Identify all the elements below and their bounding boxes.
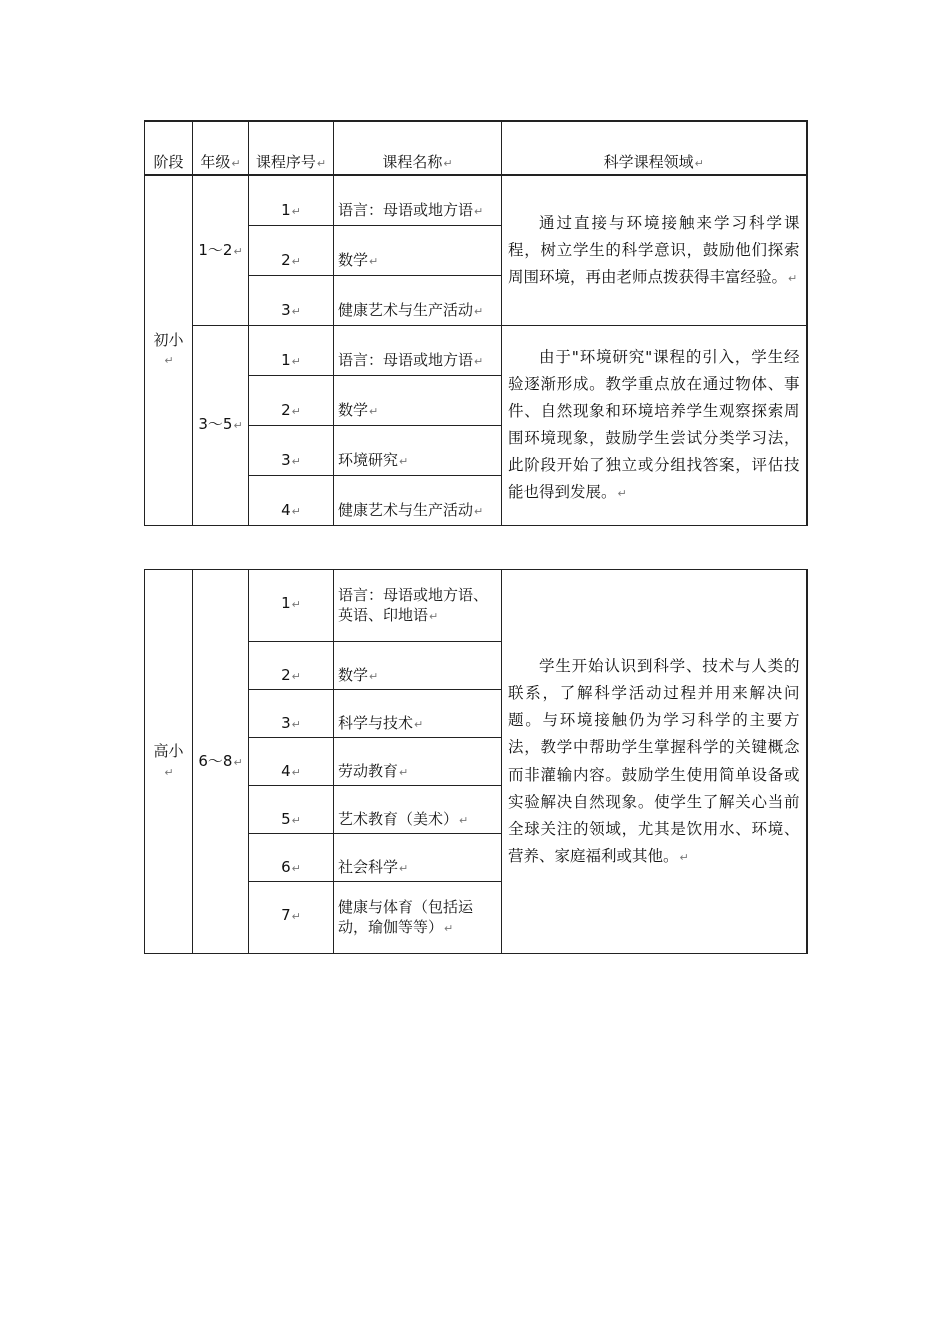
header-course-name: 课程名称↵ xyxy=(334,121,502,175)
table-header-row xyxy=(145,121,807,175)
course-no-cell: 7↵ xyxy=(249,882,334,954)
curriculum-table-primary xyxy=(144,120,808,526)
stage-cell: 初小↵ xyxy=(145,175,193,525)
grade-cell: 1～2↵ xyxy=(193,175,249,325)
course-name-cell: 社会科学↵ xyxy=(334,834,502,882)
table-row xyxy=(145,175,807,225)
course-no-cell: 2↵ xyxy=(249,375,334,425)
course-no-cell: 4↵ xyxy=(249,738,334,786)
course-name-cell: 语言：母语或地方语、英语、印地语↵ xyxy=(334,570,502,642)
course-no-cell: 3↵ xyxy=(249,275,334,325)
science-area-cell: 由于"环境研究"课程的引入，学生经验逐渐形成。教学重点放在通过物体、事件、自然现象和环境培养学生观察探索周围环境现象，鼓励学生尝试分类学习法，此阶段开始了独立或分组找答案，评估技能也得到发展。↵ xyxy=(502,325,807,525)
course-name-cell: 语言：母语或地方语↵ xyxy=(334,175,502,225)
course-no-cell: 2↵ xyxy=(249,225,334,275)
grade-cell: 6～8↵ xyxy=(193,570,249,954)
course-name-cell: 数学↵ xyxy=(334,375,502,425)
course-no-cell: 2↵ xyxy=(249,642,334,690)
stage-cell: 高小↵ xyxy=(145,570,193,954)
curriculum-table-upper-primary xyxy=(144,569,808,954)
course-name-cell: 健康艺术与生产活动↵ xyxy=(334,475,502,525)
header-course-no: 课程序号↵ xyxy=(249,121,334,175)
science-area-cell: 学生开始认识到科学、技术与人类的联系，了解科学活动过程并用来解决问题。与环境接触仍为学习科学的主要方法，教学中帮助学生掌握科学的关键概念而非灌输内容。鼓励学生使用简单设备或实验解决自然现象。使学生了解关心当前全球关注的领域，尤其是饮用水、环境、营养、家庭福利或其他。↵ xyxy=(502,570,807,954)
course-name-cell: 科学与技术↵ xyxy=(334,690,502,738)
course-no-cell: 4↵ xyxy=(249,475,334,525)
course-no-cell: 1↵ xyxy=(249,570,334,642)
header-science-area: 科学课程领域↵ xyxy=(502,121,807,175)
course-no-cell: 3↵ xyxy=(249,425,334,475)
course-name-cell: 艺术教育（美术）↵ xyxy=(334,786,502,834)
course-no-cell: 5↵ xyxy=(249,786,334,834)
science-area-cell: 通过直接与环境接触来学习科学课程，树立学生的科学意识，鼓励他们探索周围环境，再由老师点拨获得丰富经验。↵ xyxy=(502,175,807,325)
course-no-cell: 6↵ xyxy=(249,834,334,882)
header-grade: 年级↵ xyxy=(193,121,249,175)
header-stage: 阶段 xyxy=(145,121,193,175)
course-no-cell: 1↵ xyxy=(249,175,334,225)
table-row xyxy=(145,325,807,375)
table-row xyxy=(145,570,807,642)
course-name-cell: 语言：母语或地方语↵ xyxy=(334,325,502,375)
course-name-cell: 环境研究↵ xyxy=(334,425,502,475)
course-name-cell: 健康艺术与生产活动↵ xyxy=(334,275,502,325)
course-name-cell: 数学↵ xyxy=(334,225,502,275)
course-name-cell: 健康与体育（包括运动，瑜伽等等）↵ xyxy=(334,882,502,954)
course-no-cell: 1↵ xyxy=(249,325,334,375)
course-no-cell: 3↵ xyxy=(249,690,334,738)
grade-cell: 3～5↵ xyxy=(193,325,249,525)
course-name-cell: 劳动教育↵ xyxy=(334,738,502,786)
course-name-cell: 数学↵ xyxy=(334,642,502,690)
